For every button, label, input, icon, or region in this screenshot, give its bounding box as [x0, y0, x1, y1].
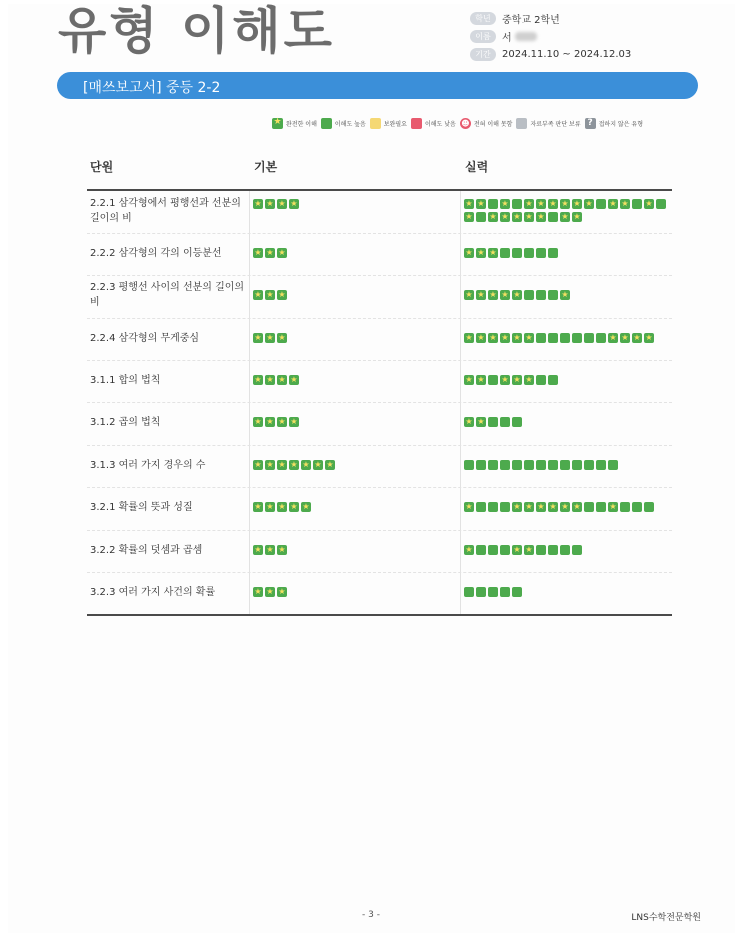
- high-understanding-icon: [656, 199, 666, 209]
- legend-item: [585, 118, 643, 129]
- table-row: [87, 233, 672, 276]
- complete-understanding-icon: [524, 212, 534, 222]
- high-understanding-icon: [596, 460, 606, 470]
- banner-title: [매쓰보고서] 중등 2-2: [83, 80, 221, 96]
- high-understanding-icon: [488, 199, 498, 209]
- complete-understanding-icon: [265, 502, 275, 512]
- complete-understanding-icon: [560, 290, 570, 300]
- table-row: [87, 530, 672, 573]
- legend-label: 완전한 이해: [286, 121, 317, 128]
- complete-understanding-icon: [277, 545, 287, 555]
- complete-understanding-icon: [536, 199, 546, 209]
- question-icon: [585, 118, 596, 129]
- report-banner: [57, 72, 698, 99]
- complete-understanding-icon: [277, 199, 287, 209]
- name-value: 서: [502, 33, 512, 44]
- page-number: - 3 -: [362, 910, 380, 920]
- table-row: [87, 572, 672, 614]
- complete-understanding-icon: [253, 375, 263, 385]
- unit-name: 3.1.1 합의 법칙: [90, 375, 161, 386]
- high-understanding-icon: [524, 460, 534, 470]
- high-understanding-icon: [488, 587, 498, 597]
- basic-cells: [253, 199, 453, 212]
- star-green-icon: [272, 118, 283, 129]
- academy-name: LNS수학전문학원: [631, 913, 701, 923]
- high-understanding-icon: [524, 248, 534, 258]
- legend-item: [272, 118, 317, 129]
- complete-understanding-icon: [253, 545, 263, 555]
- complete-understanding-icon: [289, 375, 299, 385]
- complete-understanding-icon: [476, 333, 486, 343]
- table-row: [87, 445, 672, 488]
- header-basic: 기본: [254, 160, 278, 174]
- complete-understanding-icon: [265, 375, 275, 385]
- name-tag: 이름: [470, 30, 496, 43]
- complete-understanding-icon: [512, 545, 522, 555]
- complete-understanding-icon: [265, 545, 275, 555]
- high-understanding-icon: [584, 333, 594, 343]
- complete-understanding-icon: [512, 502, 522, 512]
- complete-understanding-icon: [548, 199, 558, 209]
- complete-understanding-icon: [277, 375, 287, 385]
- high-understanding-icon: [500, 587, 510, 597]
- table-row: [87, 360, 672, 403]
- high-understanding-icon: [596, 199, 606, 209]
- skill-cells: [464, 375, 669, 388]
- high-understanding-icon: [548, 375, 558, 385]
- complete-understanding-icon: [584, 199, 594, 209]
- complete-understanding-icon: [464, 290, 474, 300]
- complete-understanding-icon: [536, 212, 546, 222]
- complete-understanding-icon: [512, 290, 522, 300]
- complete-understanding-icon: [277, 587, 287, 597]
- basic-cells: [253, 375, 453, 388]
- unit-name: 3.2.2 확률의 덧셈과 곱셈: [90, 545, 203, 556]
- complete-understanding-icon: [572, 212, 582, 222]
- complete-understanding-icon: [560, 502, 570, 512]
- complete-understanding-icon: [253, 587, 263, 597]
- table-bottom-border: [87, 614, 672, 616]
- skull-icon: [460, 118, 471, 129]
- complete-understanding-icon: [476, 417, 486, 427]
- high-understanding-icon: [500, 417, 510, 427]
- high-understanding-icon: [488, 545, 498, 555]
- unit-name: 3.1.2 곱의 법칙: [90, 417, 161, 428]
- high-understanding-icon: [572, 333, 582, 343]
- basic-cells: [253, 248, 453, 261]
- complete-understanding-icon: [548, 502, 558, 512]
- complete-understanding-icon: [632, 333, 642, 343]
- legend: [272, 118, 672, 129]
- table-row: [87, 275, 672, 319]
- high-understanding-icon: [488, 417, 498, 427]
- legend-item: [460, 118, 513, 129]
- high-understanding-icon: [632, 199, 642, 209]
- complete-understanding-icon: [500, 333, 510, 343]
- complete-understanding-icon: [277, 460, 287, 470]
- period-tag: 기간: [470, 48, 496, 61]
- grade-value: 중학교 2학년: [502, 15, 560, 26]
- legend-label: 이해도 낮음: [424, 121, 456, 128]
- high-understanding-icon: [512, 248, 522, 258]
- basic-cells: [253, 502, 453, 515]
- basic-cells: [253, 545, 453, 558]
- legend-label: 이해도 높음: [334, 121, 366, 128]
- complete-understanding-icon: [265, 417, 275, 427]
- unit-name: 3.2.1 확률의 뜻과 성질: [90, 502, 193, 513]
- high-understanding-icon: [548, 212, 558, 222]
- complete-understanding-icon: [572, 199, 582, 209]
- skill-cells: [464, 199, 669, 225]
- complete-understanding-icon: [464, 502, 474, 512]
- high-understanding-icon: [548, 460, 558, 470]
- complete-understanding-icon: [476, 375, 486, 385]
- complete-understanding-icon: [289, 199, 299, 209]
- high-understanding-icon: [548, 248, 558, 258]
- complete-understanding-icon: [265, 333, 275, 343]
- high-understanding-icon: [500, 545, 510, 555]
- basic-cells: [253, 460, 453, 473]
- complete-understanding-icon: [464, 333, 474, 343]
- green-icon: [321, 118, 332, 129]
- legend-label: 전혀 이해 못함: [473, 121, 513, 128]
- legend-label: 접하지 않은 유형: [598, 121, 644, 128]
- grade-info: [470, 11, 560, 26]
- high-understanding-icon: [596, 333, 606, 343]
- skill-cells: [464, 502, 669, 515]
- complete-understanding-icon: [277, 290, 287, 300]
- legend-item: [411, 118, 456, 129]
- complete-understanding-icon: [488, 212, 498, 222]
- high-understanding-icon: [644, 502, 654, 512]
- legend-item: [321, 118, 366, 129]
- yellow-icon: [370, 118, 381, 129]
- high-understanding-icon: [476, 545, 486, 555]
- high-understanding-icon: [560, 460, 570, 470]
- legend-label: 자료부족 판단 보류: [530, 121, 581, 128]
- complete-understanding-icon: [265, 587, 275, 597]
- complete-understanding-icon: [476, 199, 486, 209]
- high-understanding-icon: [548, 333, 558, 343]
- complete-understanding-icon: [488, 290, 498, 300]
- skill-cells: [464, 290, 669, 303]
- complete-understanding-icon: [277, 417, 287, 427]
- unit-name: 3.2.3 여러 가지 사건의 확률: [90, 587, 216, 598]
- red-icon: [411, 118, 422, 129]
- complete-understanding-icon: [265, 248, 275, 258]
- skill-cells: [464, 333, 669, 346]
- name-info: [470, 29, 537, 44]
- unit-name: 2.2.2 삼각형의 각의 이등분선: [90, 248, 222, 259]
- high-understanding-icon: [512, 199, 522, 209]
- page-title: 유형 이해도: [58, 2, 335, 60]
- high-understanding-icon: [632, 502, 642, 512]
- complete-understanding-icon: [572, 502, 582, 512]
- complete-understanding-icon: [313, 460, 323, 470]
- high-understanding-icon: [476, 587, 486, 597]
- high-understanding-icon: [584, 502, 594, 512]
- unit-name: 2.2.1 삼각형에서 평행선과 선분의 길이의 비: [90, 198, 241, 224]
- complete-understanding-icon: [512, 333, 522, 343]
- redacted-name: [515, 32, 537, 41]
- period-value: 2024.11.10 ~ 2024.12.03: [502, 49, 632, 60]
- high-understanding-icon: [572, 545, 582, 555]
- complete-understanding-icon: [524, 375, 534, 385]
- high-understanding-icon: [500, 248, 510, 258]
- complete-understanding-icon: [560, 199, 570, 209]
- high-understanding-icon: [464, 460, 474, 470]
- complete-understanding-icon: [265, 460, 275, 470]
- skill-cells: [464, 460, 669, 473]
- table-row: [87, 318, 672, 361]
- complete-understanding-icon: [277, 502, 287, 512]
- basic-cells: [253, 587, 453, 600]
- complete-understanding-icon: [620, 333, 630, 343]
- high-understanding-icon: [500, 502, 510, 512]
- table-row: [87, 487, 672, 531]
- complete-understanding-icon: [488, 248, 498, 258]
- complete-understanding-icon: [608, 502, 618, 512]
- high-understanding-icon: [476, 502, 486, 512]
- skill-cells: [464, 417, 669, 430]
- complete-understanding-icon: [500, 290, 510, 300]
- complete-understanding-icon: [277, 248, 287, 258]
- complete-understanding-icon: [265, 290, 275, 300]
- complete-understanding-icon: [476, 248, 486, 258]
- complete-understanding-icon: [253, 417, 263, 427]
- complete-understanding-icon: [476, 290, 486, 300]
- high-understanding-icon: [500, 460, 510, 470]
- complete-understanding-icon: [253, 502, 263, 512]
- complete-understanding-icon: [253, 333, 263, 343]
- header-skill: 실력: [465, 160, 489, 174]
- unit-name: 3.1.3 여러 가지 경우의 수: [90, 460, 206, 471]
- complete-understanding-icon: [620, 199, 630, 209]
- complete-understanding-icon: [277, 333, 287, 343]
- high-understanding-icon: [536, 460, 546, 470]
- basic-cells: [253, 417, 453, 430]
- high-understanding-icon: [488, 375, 498, 385]
- complete-understanding-icon: [253, 460, 263, 470]
- complete-understanding-icon: [524, 199, 534, 209]
- complete-understanding-icon: [524, 333, 534, 343]
- high-understanding-icon: [512, 587, 522, 597]
- unit-name: 2.2.3 평행선 사이의 선분의 길이의 비: [90, 282, 245, 308]
- legend-label: 보완필요: [383, 121, 407, 128]
- complete-understanding-icon: [608, 333, 618, 343]
- complete-understanding-icon: [289, 460, 299, 470]
- legend-item: [516, 118, 580, 129]
- high-understanding-icon: [584, 460, 594, 470]
- basic-cells: [253, 290, 453, 303]
- high-understanding-icon: [464, 587, 474, 597]
- complete-understanding-icon: [325, 460, 335, 470]
- complete-understanding-icon: [265, 199, 275, 209]
- complete-understanding-icon: [500, 199, 510, 209]
- table-row: [87, 402, 672, 446]
- complete-understanding-icon: [464, 248, 474, 258]
- complete-understanding-icon: [488, 333, 498, 343]
- unit-name: 2.2.4 삼각형의 무게중심: [90, 333, 200, 344]
- high-understanding-icon: [512, 460, 522, 470]
- legend-item: [370, 118, 407, 129]
- gray-icon: [516, 118, 527, 129]
- complete-understanding-icon: [464, 212, 474, 222]
- period-info: [470, 48, 631, 61]
- complete-understanding-icon: [253, 290, 263, 300]
- complete-understanding-icon: [512, 375, 522, 385]
- complete-understanding-icon: [301, 502, 311, 512]
- high-understanding-icon: [476, 460, 486, 470]
- complete-understanding-icon: [524, 545, 534, 555]
- complete-understanding-icon: [464, 417, 474, 427]
- high-understanding-icon: [620, 502, 630, 512]
- complete-understanding-icon: [301, 460, 311, 470]
- skill-cells: [464, 587, 669, 600]
- high-understanding-icon: [536, 375, 546, 385]
- high-understanding-icon: [596, 502, 606, 512]
- complete-understanding-icon: [253, 199, 263, 209]
- high-understanding-icon: [524, 290, 534, 300]
- complete-understanding-icon: [524, 502, 534, 512]
- complete-understanding-icon: [500, 212, 510, 222]
- high-understanding-icon: [512, 417, 522, 427]
- high-understanding-icon: [548, 545, 558, 555]
- high-understanding-icon: [572, 460, 582, 470]
- complete-understanding-icon: [536, 502, 546, 512]
- complete-understanding-icon: [464, 199, 474, 209]
- high-understanding-icon: [488, 460, 498, 470]
- complete-understanding-icon: [608, 199, 618, 209]
- complete-understanding-icon: [560, 212, 570, 222]
- complete-understanding-icon: [644, 333, 654, 343]
- high-understanding-icon: [536, 545, 546, 555]
- high-understanding-icon: [476, 212, 486, 222]
- complete-understanding-icon: [644, 199, 654, 209]
- table-row: [87, 191, 672, 234]
- basic-cells: [253, 333, 453, 346]
- high-understanding-icon: [536, 290, 546, 300]
- high-understanding-icon: [536, 248, 546, 258]
- complete-understanding-icon: [253, 248, 263, 258]
- complete-understanding-icon: [512, 212, 522, 222]
- complete-understanding-icon: [464, 545, 474, 555]
- complete-understanding-icon: [500, 375, 510, 385]
- complete-understanding-icon: [289, 417, 299, 427]
- high-understanding-icon: [560, 545, 570, 555]
- high-understanding-icon: [536, 333, 546, 343]
- header-unit: 단원: [90, 160, 114, 174]
- skill-cells: [464, 545, 669, 558]
- high-understanding-icon: [560, 333, 570, 343]
- complete-understanding-icon: [464, 375, 474, 385]
- high-understanding-icon: [608, 460, 618, 470]
- high-understanding-icon: [488, 502, 498, 512]
- complete-understanding-icon: [289, 502, 299, 512]
- high-understanding-icon: [548, 290, 558, 300]
- skill-cells: [464, 248, 669, 261]
- grade-tag: 학년: [470, 12, 496, 25]
